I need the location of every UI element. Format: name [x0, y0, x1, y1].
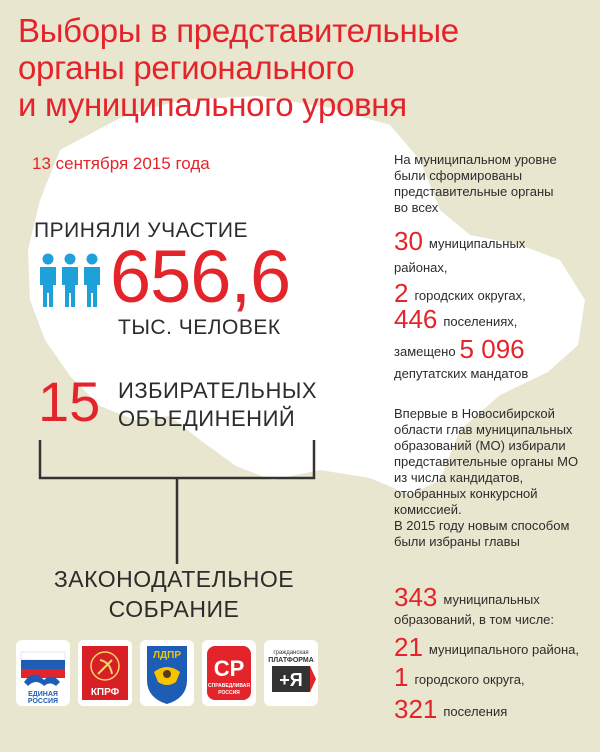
fair-russia-text: СПРАВЕДЛИВАЯ [208, 683, 250, 689]
settlements-row [394, 306, 517, 332]
municipal-intro [394, 152, 584, 216]
united-russia-logo [16, 640, 70, 706]
heads-total-number: 343 [394, 582, 438, 612]
municipal-intro-line: во всех [394, 200, 439, 215]
kprf-text: КПРФ [90, 687, 120, 698]
heads-intro-line: отобранных конкурсной [394, 486, 538, 501]
heads-settlement-number: 321 [394, 694, 438, 724]
civic-platform-text: гражданская [273, 650, 309, 656]
settlements-text: поселениях, [443, 314, 518, 329]
municipal-intro-line: На муниципальном уровне [394, 152, 557, 167]
okrug-row [394, 280, 526, 306]
heads-city-row [394, 664, 525, 690]
associations-label [118, 377, 317, 433]
election-date: 13 сентября 2015 года [32, 154, 210, 173]
civic-platform-text: ПЛАТФОРМА [268, 657, 314, 664]
page-title [18, 12, 538, 123]
title-line: органы регионального [18, 49, 355, 86]
united-russia-text: РОССИЯ [27, 698, 59, 705]
okrug-text: городских округах, [414, 288, 526, 303]
associations-number: 15 [38, 370, 101, 433]
districts-row [394, 228, 525, 254]
heads-district-text: муниципального района, [428, 642, 579, 657]
assembly-label-line: ЗАКОНОДАТЕЛЬНОЕ [53, 566, 295, 592]
civic-platform-text: +Я [279, 670, 303, 690]
heads-intro-line: представительные органы МО [394, 454, 579, 469]
heads-total-row [394, 584, 540, 610]
ldpr-logo [140, 640, 194, 706]
heads-settlement-text: поселения [443, 704, 508, 719]
civic-platform-logo [264, 640, 318, 706]
heads-intro-line: Впервые в Новосибирской [394, 406, 555, 421]
districts-number: 30 [394, 226, 423, 256]
heads-city-text: городского округа, [414, 672, 525, 687]
replaced-text: замещено [394, 344, 456, 359]
heads-intro-line: из числа кандидатов, [394, 470, 524, 485]
kprf-logo [78, 640, 132, 706]
ldpr-text: ЛДПР [153, 650, 181, 661]
mandates-text: депутатских мандатов [394, 366, 529, 381]
heads-settlement-row [394, 696, 507, 722]
districts-text: муниципальных [428, 236, 526, 251]
heads-intro-line: комиссией. [394, 502, 462, 517]
people-icon [38, 253, 102, 309]
settlements-number: 446 [394, 304, 438, 334]
mandates-number: 5 096 [459, 334, 525, 364]
heads-city-number: 1 [394, 662, 409, 692]
fair-russia-text: СР [213, 656, 245, 681]
heads-intro-line: образований (МО) избирали [394, 438, 566, 453]
legislative-assembly-label [44, 564, 304, 624]
heads-intro-line: были избраны главы [394, 534, 520, 549]
associations-label-line: ИЗБИРАТЕЛЬНЫХ [118, 378, 318, 403]
united-russia-text: ЕДИНАЯ [28, 691, 58, 698]
participants-number: 656,6 [110, 235, 291, 318]
participation-label: ПРИНЯЛИ УЧАСТИЕ [34, 219, 249, 242]
assembly-label-line: СОБРАНИЕ [108, 596, 240, 622]
mandates-row [394, 336, 531, 362]
fair-russia-logo [202, 640, 256, 706]
heads-intro-line: В 2015 году новым способом [394, 518, 570, 533]
municipal-intro-line: представительные органы [394, 184, 554, 199]
heads-intro [394, 406, 594, 550]
title-line: и муниципального уровня [18, 86, 407, 123]
municipal-intro-line: были сформированы [394, 168, 523, 183]
heads-district-number: 21 [394, 632, 423, 662]
participants-unit: ТЫС. ЧЕЛОВЕК [118, 316, 281, 339]
heads-total-text-cont: образований, в том числе: [394, 612, 555, 627]
heads-intro-line: области глав муниципальных [394, 422, 573, 437]
title-line: Выборы в представительные [18, 12, 459, 49]
associations-label-line: ОБЪЕДИНЕНИЙ [118, 406, 296, 431]
districts-text-cont: районах, [394, 260, 448, 275]
fair-russia-text: РОССИЯ [218, 690, 240, 696]
heads-district-row [394, 634, 579, 660]
heads-total-text: муниципальных [443, 592, 540, 607]
bracket-connector [38, 440, 318, 570]
okrug-number: 2 [394, 278, 409, 308]
